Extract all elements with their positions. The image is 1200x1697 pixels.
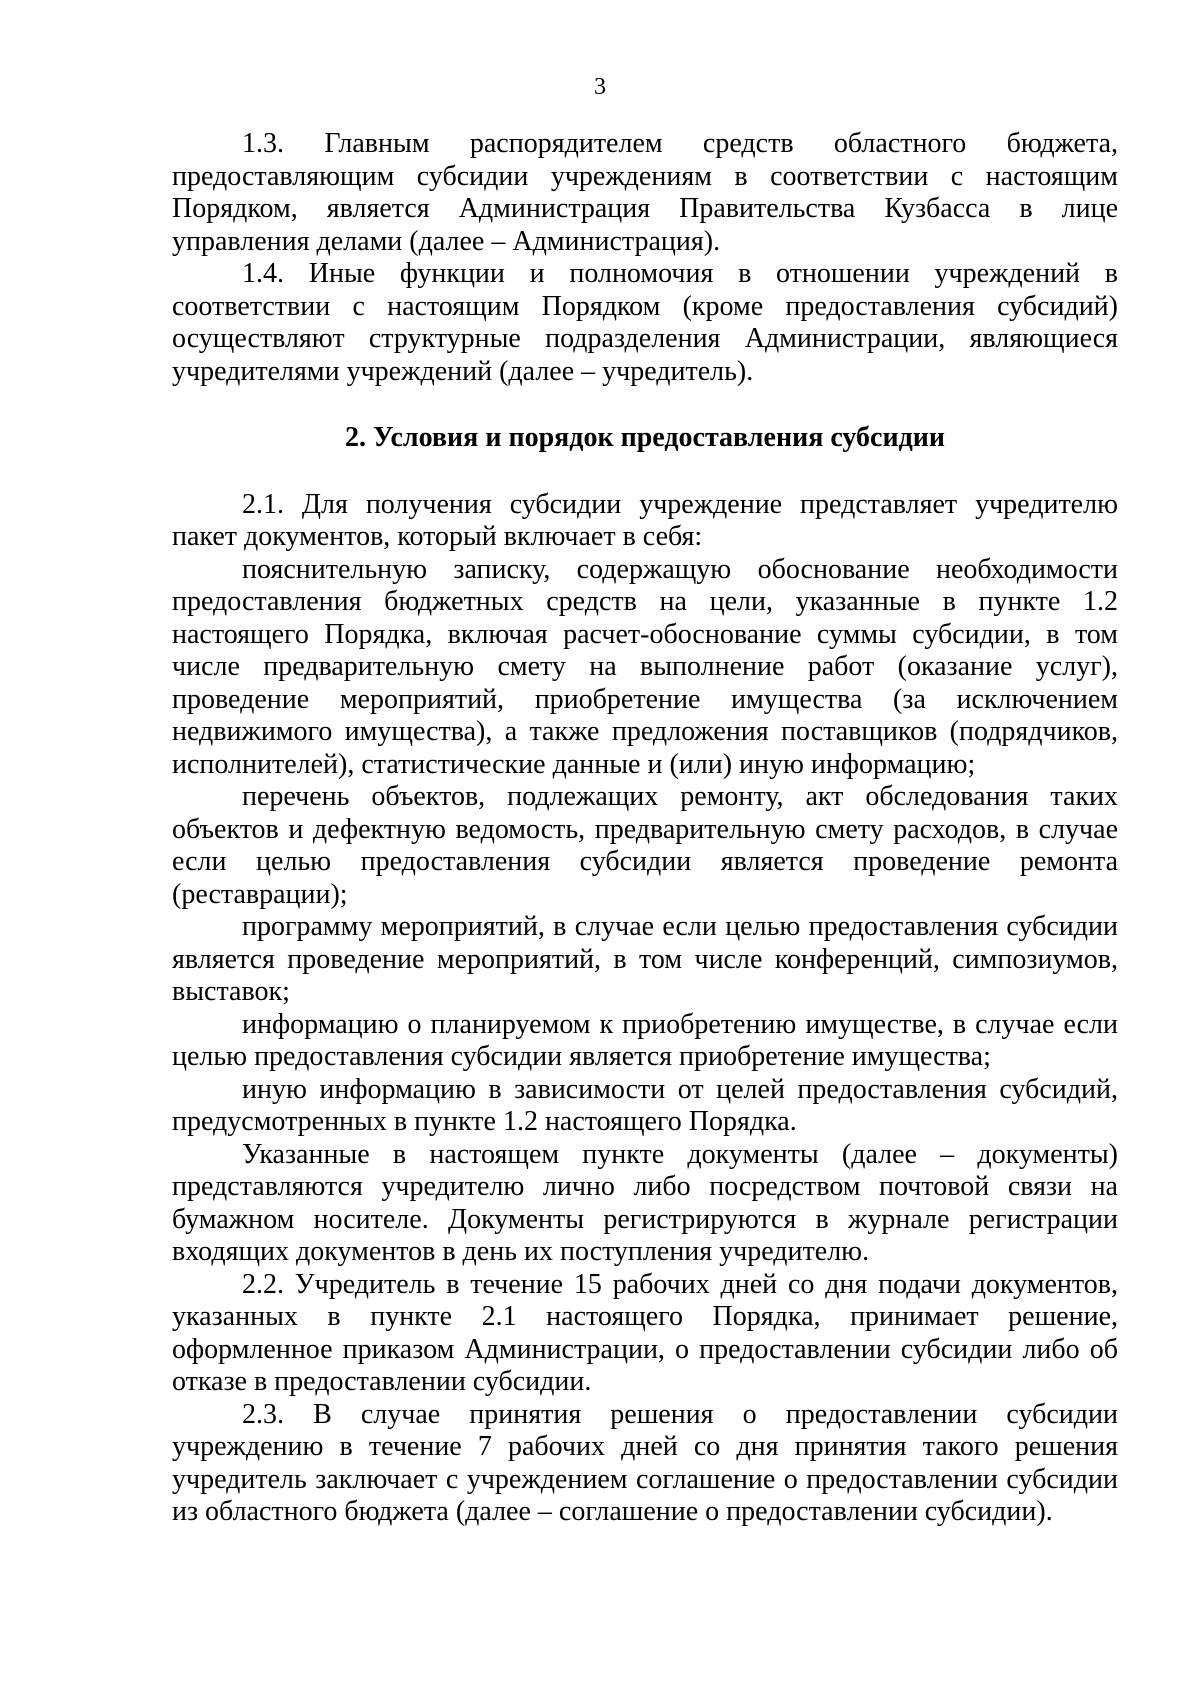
- paragraph-1-3: 1.3. Главным распорядителем средств областного бюджета, предоставляющим субсидии учреждениям в соответствии с настоящим Порядком, является Администрация Правительства Кузбасса в лице управления делами (далее – Администрация).: [172, 128, 1118, 257]
- paragraph-other-info: иную информацию в зависимости от целей предоставления субсидий, предусмотренных в пункте 1.2 настоящего Порядка.: [172, 1073, 1118, 1137]
- paragraph-events-program: программу мероприятий, в случае если целью предоставления субсидии является проведение мероприятий, в том числе конференций, симпозиумов, выставок;: [172, 911, 1118, 1007]
- page-number: 3: [594, 74, 606, 100]
- paragraph-1-4: 1.4. Иные функции и полномочия в отношении учреждений в соответствии с настоящим Порядком (кроме предоставления субсидий) осуществляют структурные подразделения Администрации, являющиеся учредителями учреждений (далее – учредитель).: [172, 258, 1118, 387]
- paragraph-2-3: 2.3. В случае принятия решения о предоставлении субсидии учреждению в течение 7 рабочих дней со дня принятия такого решения учредитель заключает с учреждением соглашение о предоставлении субсидии из областного бюджета (далее – соглашение о предоставлении субсидии).: [172, 1398, 1118, 1527]
- document-body: [172, 128, 1118, 1529]
- paragraph-explanatory-note: пояснительную записку, содержащую обоснование необходимости предоставления бюджетных средств на цели, указанные в пункте 1.2 настоящего Порядка, включая расчет-обоснование суммы субсидии, в том числе предварительную смету на выполнение работ (оказание услуг), проведение мероприятий, приобретение имущества (за исключением недвижимого имущества), а также предложения поставщиков (подрядчиков, исполнителей), статистические данные и (или) иную информацию;: [172, 553, 1118, 780]
- paragraph-documents-submission: Указанные в настоящем пункте документы (далее – документы) представляются учредителю лично либо посредством почтовой связи на бумажном носителе. Документы регистрируются в журнале регистрации входящих документов в день их поступления учредителю.: [172, 1138, 1118, 1267]
- paragraph-repair-objects: перечень объектов, подлежащих ремонту, акт обследования таких объектов и дефектную ведомость, предварительную смету расходов, в случае если целью предоставления субсидии является проведение ремонта (реставрации);: [172, 781, 1118, 910]
- paragraph-2-2: 2.2. Учредитель в течение 15 рабочих дней со дня подачи документов, указанных в пункте 2.1 настоящего Порядка, принимает решение, оформленное приказом Администрации, о предоставлении субсидии либо об отказе в предоставлении субсидии.: [172, 1268, 1118, 1397]
- paragraph-property-info: информацию о планируемом к приобретению имуществе, в случае если целью предоставления субсидии является приобретение имущества;: [172, 1008, 1118, 1072]
- section-heading: 2. Условия и порядок предоставления субсидии: [344, 422, 946, 453]
- paragraph-2-1: 2.1. Для получения субсидии учреждение представляет учредителю пакет документов, который включает в себя:: [172, 488, 1118, 552]
